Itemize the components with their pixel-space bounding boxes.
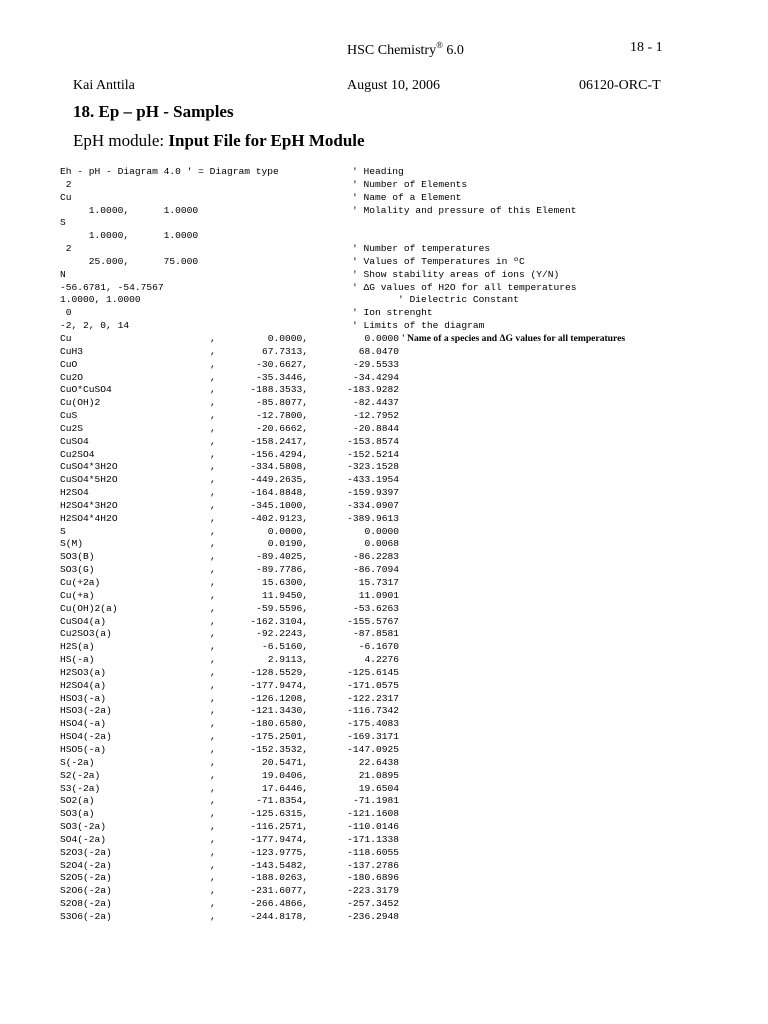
species-dg-25: 0.0190, bbox=[267, 538, 308, 550]
species-separator: , bbox=[210, 654, 216, 666]
species-separator: , bbox=[210, 499, 216, 511]
species-separator: , bbox=[210, 538, 216, 550]
species-separator: , bbox=[210, 821, 216, 833]
listing-line-text: -2, 2, 0, 14 bbox=[60, 320, 130, 332]
species-row bbox=[60, 757, 740, 770]
species-separator: , bbox=[210, 756, 216, 768]
species-dg-75: -153.8574 bbox=[347, 435, 399, 447]
author: Kai Anttila bbox=[73, 78, 135, 93]
species-dg-25: -128.5529, bbox=[250, 666, 308, 678]
species-separator: , bbox=[210, 371, 216, 383]
species-separator: , bbox=[210, 641, 216, 653]
listing-header-line bbox=[60, 320, 740, 333]
species-name: S3O6(-2a) bbox=[60, 910, 112, 922]
species-separator: , bbox=[210, 564, 216, 576]
listing-line-comment: ' Number of temperatures bbox=[352, 243, 491, 255]
species-dg-25: -177.9474, bbox=[250, 679, 308, 691]
species-dg-75: -125.6145 bbox=[347, 666, 399, 678]
species-name: CuO bbox=[60, 358, 78, 370]
species-name: HSO4(-2a) bbox=[60, 731, 112, 743]
product-name-text: HSC Chemistry bbox=[347, 43, 437, 58]
species-separator: , bbox=[210, 910, 216, 922]
species-separator: , bbox=[210, 345, 216, 357]
species-row bbox=[60, 911, 740, 924]
species-name: H2SO3(a) bbox=[60, 666, 107, 678]
species-dg-25: -244.8178, bbox=[250, 910, 308, 922]
species-dg-25: 19.0406, bbox=[261, 769, 308, 781]
species-separator: , bbox=[210, 525, 216, 537]
species-dg-25: 67.7313, bbox=[261, 345, 308, 357]
species-dg-25: -449.2635, bbox=[250, 474, 308, 486]
species-row bbox=[60, 898, 740, 911]
species-dg-25: 20.5471, bbox=[261, 756, 308, 768]
species-row bbox=[60, 359, 740, 372]
species-row bbox=[60, 384, 740, 397]
species-name: Cu2SO4 bbox=[60, 448, 95, 460]
listing-header-line bbox=[60, 256, 740, 269]
species-row bbox=[60, 526, 740, 539]
listing-line-comment: ' Number of Elements bbox=[352, 178, 468, 190]
species-dg-25: -188.3533, bbox=[250, 384, 308, 396]
listing-line-text: 2 bbox=[60, 178, 72, 190]
species-separator: , bbox=[210, 589, 216, 601]
species-name: HS(-a) bbox=[60, 654, 95, 666]
species-row bbox=[60, 770, 740, 783]
species-separator: , bbox=[210, 898, 216, 910]
species-name: SO2(a) bbox=[60, 795, 95, 807]
species-name: SO3(-2a) bbox=[60, 821, 107, 833]
species-separator: , bbox=[210, 872, 216, 884]
species-separator: , bbox=[210, 384, 216, 396]
species-name: CuSO4(a) bbox=[60, 615, 107, 627]
species-separator: , bbox=[210, 795, 216, 807]
species-dg-75: -137.2786 bbox=[347, 859, 399, 871]
species-name: S3(-2a) bbox=[60, 782, 101, 794]
species-dg-75: 22.6438 bbox=[358, 756, 399, 768]
species-name: CuO*CuSO4 bbox=[60, 384, 112, 396]
species-dg-75: 68.0470 bbox=[358, 345, 399, 357]
species-row bbox=[60, 577, 740, 590]
listing-line-comment: ' Ion strenght bbox=[352, 307, 433, 319]
species-name: S2(-2a) bbox=[60, 769, 101, 781]
species-name: Cu2O bbox=[60, 371, 84, 383]
species-row bbox=[60, 718, 740, 731]
species-name: CuSO4*5H2O bbox=[60, 474, 118, 486]
species-dg-75: -175.4083 bbox=[347, 718, 399, 730]
species-dg-25: -89.4025, bbox=[256, 551, 308, 563]
species-row bbox=[60, 808, 740, 821]
species-dg-25: 0.0000, bbox=[267, 525, 308, 537]
document-date: August 10, 2006 bbox=[347, 78, 440, 93]
species-name: SO4(-2a) bbox=[60, 833, 107, 845]
species-separator: , bbox=[210, 859, 216, 871]
species-dg-75: -82.4437 bbox=[352, 397, 399, 409]
species-separator: , bbox=[210, 410, 216, 422]
listing-header-line bbox=[60, 243, 740, 256]
species-name: CuH3 bbox=[60, 345, 84, 357]
species-row bbox=[60, 513, 740, 526]
species-dg-25: -35.3446, bbox=[256, 371, 308, 383]
listing-line-comment: ' Name of a Element bbox=[352, 191, 462, 203]
species-dg-25: -334.5808, bbox=[250, 461, 308, 473]
listing-line-text: 1.0000, 1.0000 bbox=[60, 230, 199, 242]
species-dg-75: -147.0925 bbox=[347, 743, 399, 755]
species-row bbox=[60, 410, 740, 423]
listing-header-line bbox=[60, 205, 740, 218]
species-separator: , bbox=[210, 808, 216, 820]
species-row bbox=[60, 564, 740, 577]
species-separator: , bbox=[210, 551, 216, 563]
species-dg-75: -433.1954 bbox=[347, 474, 399, 486]
species-dg-25: -123.9775, bbox=[250, 846, 308, 858]
species-separator: , bbox=[210, 332, 216, 344]
species-name: HSO4(-a) bbox=[60, 718, 107, 730]
product-name bbox=[347, 40, 464, 59]
species-dg-25: 11.9450, bbox=[261, 589, 308, 601]
species-row bbox=[60, 333, 740, 346]
species-name: CuSO4*3H2O bbox=[60, 461, 118, 473]
listing-line-text: S bbox=[60, 217, 66, 229]
species-dg-75: -116.7342 bbox=[347, 705, 399, 717]
species-dg-25: 17.6446, bbox=[261, 782, 308, 794]
listing-header-line bbox=[60, 294, 740, 307]
species-dg-75: -171.1338 bbox=[347, 833, 399, 845]
species-row bbox=[60, 551, 740, 564]
listing-header-line bbox=[60, 192, 740, 205]
species-dg-25: -266.4866, bbox=[250, 898, 308, 910]
species-dg-25: -152.3532, bbox=[250, 743, 308, 755]
species-dg-25: -30.6627, bbox=[256, 358, 308, 370]
species-separator: , bbox=[210, 718, 216, 730]
species-dg-25: -20.6662, bbox=[256, 422, 308, 434]
species-name: Cu2SO3(a) bbox=[60, 628, 112, 640]
species-name: HSO3(-a) bbox=[60, 692, 107, 704]
species-separator: , bbox=[210, 602, 216, 614]
species-name: HSO3(-2a) bbox=[60, 705, 112, 717]
species-row bbox=[60, 795, 740, 808]
listing-line-text: 1.0000, 1.0000 bbox=[60, 204, 199, 216]
species-name: CuS bbox=[60, 410, 78, 422]
species-dg-25: -71.8354, bbox=[256, 795, 308, 807]
species-row bbox=[60, 449, 740, 462]
species-dg-75: -159.9397 bbox=[347, 487, 399, 499]
species-dg-75: -71.1981 bbox=[352, 795, 399, 807]
species-row bbox=[60, 641, 740, 654]
species-dg-75: -12.7952 bbox=[352, 410, 399, 422]
species-dg-75: 0.0000 bbox=[364, 332, 399, 344]
species-separator: , bbox=[210, 422, 216, 434]
species-row bbox=[60, 436, 740, 449]
listing-line-comment: ' Dielectric Constant bbox=[398, 294, 519, 306]
listing-line-comment: ' Molality and pressure of this Element bbox=[352, 204, 577, 216]
species-separator: , bbox=[210, 666, 216, 678]
species-row bbox=[60, 346, 740, 359]
species-separator: , bbox=[210, 692, 216, 704]
species-separator: , bbox=[210, 435, 216, 447]
species-dg-75: -20.8844 bbox=[352, 422, 399, 434]
species-dg-75: -122.2317 bbox=[347, 692, 399, 704]
species-separator: , bbox=[210, 577, 216, 588]
listing-line-text: Cu bbox=[60, 191, 72, 203]
page-number: 18 - 1 bbox=[630, 40, 663, 55]
species-dg-75: -6.1670 bbox=[358, 641, 399, 653]
species-dg-75: 4.2276 bbox=[364, 654, 399, 666]
species-dg-25: -85.8077, bbox=[256, 397, 308, 409]
species-note: ' Name of a species and ΔG values for all temperatures bbox=[402, 332, 626, 344]
species-dg-25: -89.7786, bbox=[256, 564, 308, 576]
species-row bbox=[60, 860, 740, 873]
species-dg-25: 0.0000, bbox=[267, 332, 308, 344]
species-name: S(M) bbox=[60, 538, 84, 550]
species-dg-25: -158.2417, bbox=[250, 435, 308, 447]
species-name: H2SO4(a) bbox=[60, 679, 107, 691]
listing-line-comment: ' Heading bbox=[352, 166, 404, 177]
species-dg-75: -223.3179 bbox=[347, 885, 399, 897]
species-dg-75: -29.5533 bbox=[352, 358, 399, 370]
listing-header-line bbox=[60, 230, 740, 243]
species-separator: , bbox=[210, 833, 216, 845]
section-title: 18. Ep – pH - Samples bbox=[73, 102, 234, 121]
species-dg-25: -59.5596, bbox=[256, 602, 308, 614]
listing-line-text: 1.0000, 1.0000 bbox=[60, 294, 141, 306]
species-name: CuSO4 bbox=[60, 435, 89, 447]
species-dg-25: -92.2243, bbox=[256, 628, 308, 640]
species-name: S2O8(-2a) bbox=[60, 898, 112, 910]
species-dg-25: -180.6580, bbox=[250, 718, 308, 730]
species-dg-75: -323.1528 bbox=[347, 461, 399, 473]
species-dg-75: 0.0068 bbox=[364, 538, 399, 550]
species-dg-75: -180.6896 bbox=[347, 872, 399, 884]
species-dg-25: -402.9123, bbox=[250, 512, 308, 524]
species-row bbox=[60, 423, 740, 436]
species-separator: , bbox=[210, 782, 216, 794]
species-dg-25: -188.0263, bbox=[250, 872, 308, 884]
species-dg-25: -12.7800, bbox=[256, 410, 308, 422]
species-row bbox=[60, 397, 740, 410]
species-dg-75: 21.0895 bbox=[358, 769, 399, 781]
species-dg-25: -121.3430, bbox=[250, 705, 308, 717]
species-dg-75: -110.0146 bbox=[347, 821, 399, 833]
species-separator: , bbox=[210, 846, 216, 858]
species-row bbox=[60, 500, 740, 513]
species-dg-75: -257.3452 bbox=[347, 898, 399, 910]
species-separator: , bbox=[210, 705, 216, 717]
species-name: S bbox=[60, 525, 66, 537]
species-separator: , bbox=[210, 731, 216, 743]
species-dg-25: -6.5160, bbox=[261, 641, 308, 653]
species-row bbox=[60, 474, 740, 487]
species-name: S(-2a) bbox=[60, 756, 95, 768]
species-dg-25: -164.8848, bbox=[250, 487, 308, 499]
species-dg-75: -121.1608 bbox=[347, 808, 399, 820]
species-name: Cu bbox=[60, 332, 72, 344]
species-dg-25: -345.1000, bbox=[250, 499, 308, 511]
species-name: S2O5(-2a) bbox=[60, 872, 112, 884]
species-dg-75: -87.8581 bbox=[352, 628, 399, 640]
species-name: SO3(B) bbox=[60, 551, 95, 563]
species-separator: , bbox=[210, 769, 216, 781]
product-version: 6.0 bbox=[442, 43, 464, 58]
listing-line-text: 0 bbox=[60, 307, 72, 319]
species-name: SO3(a) bbox=[60, 808, 95, 820]
species-dg-25: -231.6077, bbox=[250, 885, 308, 897]
species-separator: , bbox=[210, 358, 216, 370]
subtitle-bold: Input File for EpH Module bbox=[168, 131, 365, 150]
species-dg-75: -155.5767 bbox=[347, 615, 399, 627]
species-separator: , bbox=[210, 743, 216, 755]
species-row bbox=[60, 603, 740, 616]
species-dg-25: -162.3104, bbox=[250, 615, 308, 627]
species-dg-25: -175.2501, bbox=[250, 731, 308, 743]
species-dg-25: -156.4294, bbox=[250, 448, 308, 460]
species-row bbox=[60, 654, 740, 667]
species-row bbox=[60, 461, 740, 474]
species-row bbox=[60, 821, 740, 834]
species-name: S2O6(-2a) bbox=[60, 885, 112, 897]
species-dg-75: -236.2948 bbox=[347, 910, 399, 922]
species-row bbox=[60, 372, 740, 385]
species-dg-25: -116.2571, bbox=[250, 821, 308, 833]
listing-header-line bbox=[60, 307, 740, 320]
species-dg-75: -389.9613 bbox=[347, 512, 399, 524]
species-row bbox=[60, 885, 740, 898]
species-name: SO3(G) bbox=[60, 564, 95, 576]
species-dg-75: 19.6504 bbox=[358, 782, 399, 794]
species-dg-25: 15.6300, bbox=[261, 577, 308, 588]
species-name: H2SO4 bbox=[60, 487, 89, 499]
species-separator: , bbox=[210, 679, 216, 691]
species-dg-75: -86.2283 bbox=[352, 551, 399, 563]
listing-line-text: N bbox=[60, 268, 66, 280]
species-separator: , bbox=[210, 448, 216, 460]
input-file-listing bbox=[60, 166, 740, 924]
species-name: HSO5(-a) bbox=[60, 743, 107, 755]
species-dg-75: -118.6055 bbox=[347, 846, 399, 858]
species-row bbox=[60, 693, 740, 706]
species-dg-75: -53.6263 bbox=[352, 602, 399, 614]
species-name: Cu2S bbox=[60, 422, 84, 434]
species-name: H2S(a) bbox=[60, 641, 95, 653]
species-dg-75: -86.7094 bbox=[352, 564, 399, 576]
listing-header-line bbox=[60, 179, 740, 192]
listing-line-comment: ' Limits of the diagram bbox=[352, 320, 485, 332]
species-separator: , bbox=[210, 628, 216, 640]
listing-header-line bbox=[60, 282, 740, 295]
registered-mark: ® bbox=[436, 40, 443, 50]
species-dg-75: 0.0000 bbox=[364, 525, 399, 537]
listing-header-line bbox=[60, 166, 740, 179]
listing-line-comment: ' Values of Temperatures in ºC bbox=[352, 255, 525, 267]
species-name: H2SO4*3H2O bbox=[60, 499, 118, 511]
listing-header-line bbox=[60, 217, 740, 230]
species-row bbox=[60, 680, 740, 693]
listing-line-text: Eh - pH - Diagram 4.0 ' = Diagram type bbox=[60, 166, 279, 177]
species-row bbox=[60, 872, 740, 885]
listing-line-comment: ' ΔG values of H2O for all temperatures bbox=[352, 281, 577, 293]
species-dg-75: 11.0901 bbox=[358, 589, 399, 601]
species-row bbox=[60, 847, 740, 860]
species-separator: , bbox=[210, 487, 216, 499]
species-dg-25: -126.1208, bbox=[250, 692, 308, 704]
species-row bbox=[60, 616, 740, 629]
document-code: 06120-ORC-T bbox=[579, 78, 661, 93]
species-name: Cu(+2a) bbox=[60, 577, 101, 588]
species-dg-75: -334.0907 bbox=[347, 499, 399, 511]
species-separator: , bbox=[210, 512, 216, 524]
species-dg-75: -152.5214 bbox=[347, 448, 399, 460]
species-dg-75: -183.9282 bbox=[347, 384, 399, 396]
species-name: H2SO4*4H2O bbox=[60, 512, 118, 524]
species-row bbox=[60, 667, 740, 680]
section-subtitle bbox=[73, 131, 365, 151]
species-separator: , bbox=[210, 397, 216, 409]
species-row bbox=[60, 705, 740, 718]
species-dg-75: -171.0575 bbox=[347, 679, 399, 691]
listing-line-text: -56.6781, -54.7567 bbox=[60, 281, 164, 293]
species-dg-75: -169.3171 bbox=[347, 731, 399, 743]
species-name: S2O3(-2a) bbox=[60, 846, 112, 858]
listing-header-line bbox=[60, 269, 740, 282]
species-name: Cu(+a) bbox=[60, 589, 95, 601]
species-dg-25: 2.9113, bbox=[267, 654, 308, 666]
species-name: Cu(OH)2 bbox=[60, 397, 101, 409]
listing-line-text: 25.000, 75.000 bbox=[60, 255, 199, 267]
species-row bbox=[60, 731, 740, 744]
species-row bbox=[60, 834, 740, 847]
species-row bbox=[60, 783, 740, 796]
species-row bbox=[60, 628, 740, 641]
species-dg-75: -34.4294 bbox=[352, 371, 399, 383]
listing-line-text: 2 bbox=[60, 243, 72, 255]
species-row bbox=[60, 538, 740, 551]
species-name: S2O4(-2a) bbox=[60, 859, 112, 871]
species-row bbox=[60, 744, 740, 757]
species-dg-25: -125.6315, bbox=[250, 808, 308, 820]
species-separator: , bbox=[210, 615, 216, 627]
listing-line-comment: ' Show stability areas of ions (Y/N) bbox=[352, 268, 560, 280]
species-separator: , bbox=[210, 461, 216, 473]
species-row bbox=[60, 590, 740, 603]
species-dg-25: -177.9474, bbox=[250, 833, 308, 845]
species-separator: , bbox=[210, 885, 216, 897]
subtitle-prefix: EpH module: bbox=[73, 131, 169, 150]
species-dg-25: -143.5482, bbox=[250, 859, 308, 871]
species-name: Cu(OH)2(a) bbox=[60, 602, 118, 614]
species-dg-75: 15.7317 bbox=[358, 577, 399, 588]
species-separator: , bbox=[210, 474, 216, 486]
species-row bbox=[60, 487, 740, 500]
